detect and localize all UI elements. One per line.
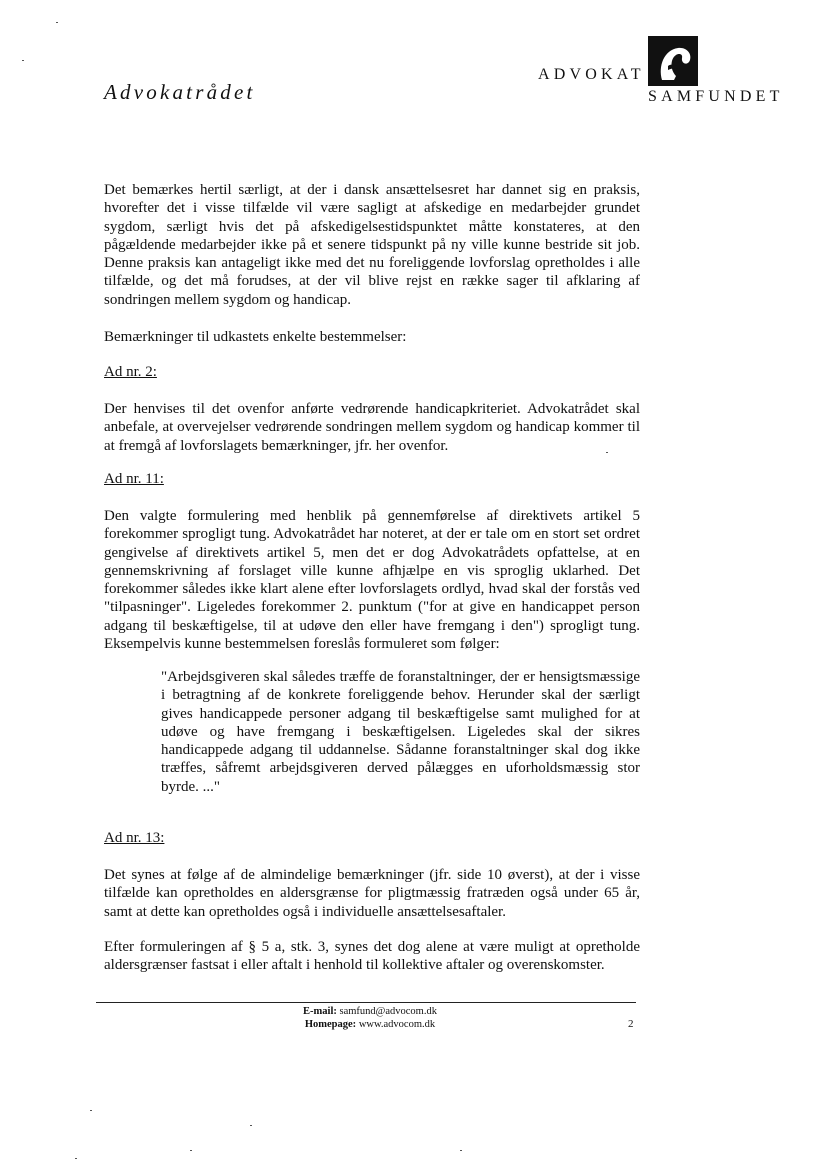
scan-speck <box>56 22 58 23</box>
heading-ad-nr-13: Ad nr. 13: <box>104 830 165 846</box>
page-number: 2 <box>628 1018 634 1030</box>
homepage-value: www.advocom.dk <box>358 1019 436 1030</box>
logo-text-samfundet: SAMFUNDET <box>648 88 784 105</box>
logo-text-advokat: ADVOKAT <box>538 66 645 83</box>
scan-speck <box>22 60 24 61</box>
email-value: samfund@advocom.dk <box>339 1006 437 1017</box>
paragraph-3: Der henvises til det ovenfor anførte vedrørende handicapkriteriet. Advokatrådet skal anbefale, at overvejelser vedrørende sondringen mellem sygdom og handicap kommer til at fremgå af lovforslagets bemærkninger, jfr. her ovenfor. <box>104 401 640 454</box>
paragraph-4: Den valgte formulering med henblik på gennemførelse af direktivets artikel 5 forekommer sprogligt tung. Advokatrådet har noteret, at der er tale om en stort set ordret gengivelse af direktivets artikel 5, men det er dog Advokatrådets opfattelse, at en gennemskrivning af forslaget ville kunne afhjælpe en vis sproglig uklarhed. Det forekommer således ikke klart alene efter lovforslagets ordlyd, hvad skal der forstås ved "tilpasninger". Ligeledes forekommer 2. punktum ("for at give en handicappet person adgang til beskæftigelse, til at udøve den eller have fremgang i den") sprogligt tung. Eksempelvis kunne bestemmelsen foreslås formuleret som følger: <box>104 508 640 653</box>
advokatsamfundet-logo-icon <box>648 36 698 86</box>
scan-speck <box>606 452 608 453</box>
scan-speck <box>75 1158 77 1159</box>
footer-divider <box>96 1002 636 1003</box>
scan-speck <box>190 1150 192 1151</box>
paragraph-5: Det synes at følge af de almindelige bemærkninger (jfr. side 10 øverst), at der i visse tilfælde kan opretholdes en aldersgrænse for pligtmæssig fratræden også under 65 år, samt at dette kan opretholdes også i individuelle ansættelsesaftaler. <box>104 867 640 920</box>
advokatraadet-title: Advokatrådet <box>104 80 256 104</box>
scan-speck <box>90 1110 92 1111</box>
paragraph-1: Det bemærkes hertil særligt, at der i dansk ansættelsesret har dannet sig en praksis, hvorefter det i visse tilfælde vil være sagligt at afskedige en medarbejder grundet sygdom, særligt hvis det på afskedigelsestidspunktet måtte konstateres, at den pågældende medarbejder ikke på et senere tidspunkt på ny ville kunne bestride sit job. Denne praksis kan antageligt ikke med det nu foreliggende lovforslag opretholdes i alle tilfælde, og det må forudses, at der vil blive rejst en række sager til afklaring af sondringen mellem sygdom og handicap. <box>104 182 640 308</box>
homepage-label: Homepage: <box>304 1019 357 1030</box>
email-label: E-mail: <box>303 1006 337 1017</box>
heading-ad-nr-2: Ad nr. 2: <box>104 364 157 380</box>
heading-ad-nr-11: Ad nr. 11: <box>104 471 164 487</box>
paragraph-6: Efter formuleringen af § 5 a, stk. 3, synes det dog alene at være muligt at opretholde aldersgrænser fastsat i eller aftalt i henhold til kollektive aftaler og overenskomster. <box>104 939 640 974</box>
paragraph-2: Bemærkninger til udkastets enkelte bestemmelser: <box>104 329 407 345</box>
scan-speck <box>250 1125 252 1126</box>
quoted-provision: "Arbejdsgiveren skal således træffe de foranstaltninger, der er hensigtsmæssige i betragtning af de konkrete foreliggende behov. Herunder skal der særligt gives handicappede personer adgang til beskæftigelse samt mulighed for at udøve og have fremgang i beskæftigelsen. Ligeledes skal der sikres handicappede adgang til uddannelse. Sådanne foranstaltninger skal dog ikke træffes, såfremt arbejdsgiveren derved pålægges en uforholdsmæssig stor byrde. ..." <box>161 669 640 795</box>
footer-email <box>0 1006 740 1017</box>
scan-speck <box>460 1150 462 1151</box>
